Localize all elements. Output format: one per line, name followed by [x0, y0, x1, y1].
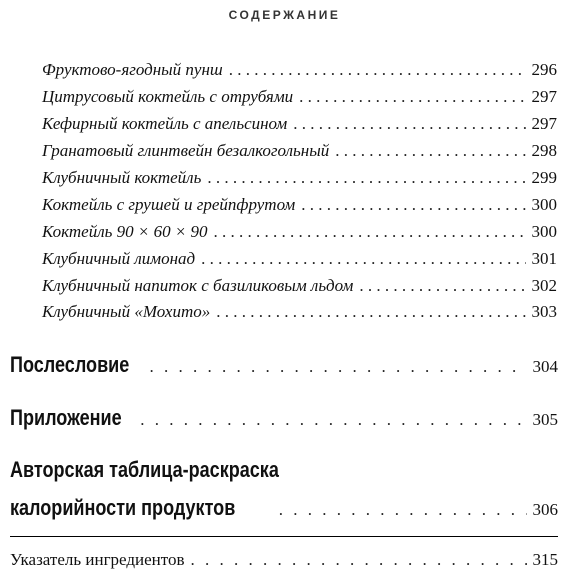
dot-leader [359, 276, 525, 296]
toc-entry-page: 299 [531, 168, 557, 187]
dot-leader [207, 168, 525, 188]
toc-chapter-page: 304 [532, 357, 558, 376]
dot-leader [140, 410, 526, 430]
dot-leader [301, 195, 525, 215]
dot-leader [293, 114, 525, 134]
dot-leader [299, 87, 525, 107]
toc-entry[interactable] [42, 141, 557, 161]
toc-entry[interactable] [42, 168, 557, 188]
toc-chapter-page: 306 [532, 500, 558, 519]
toc-entry[interactable] [42, 195, 557, 215]
toc-entry[interactable] [42, 114, 557, 134]
toc-entry-page: 300 [531, 222, 557, 241]
section-divider [10, 536, 558, 537]
toc-entry-page: 301 [531, 249, 557, 268]
toc-entry-title: Клубничный напиток с базиликовым льдом [42, 276, 354, 295]
toc-entry[interactable] [42, 276, 557, 296]
toc-entry-title: Указатель ингредиентов [10, 550, 185, 569]
toc-chapter-title: Приложение [10, 405, 122, 430]
toc-entry-title: Гранатовый глинтвейн безалкогольный [42, 141, 330, 160]
toc-entry-title: Коктейль 90 × 60 × 90 [42, 222, 208, 241]
toc-entry-title: Клубничный лимонад [42, 249, 196, 268]
toc-entry-title: Клубничный «Мохито» [42, 302, 211, 321]
toc-entry-page: 298 [531, 141, 557, 160]
toc-chapter-title: Послесловие [10, 352, 130, 377]
toc-chapter-title-line1[interactable]: Авторская таблица-раскраска [10, 457, 279, 482]
toc-chapter-appendix[interactable] [10, 405, 558, 431]
toc-entry[interactable] [42, 302, 557, 322]
dot-leader [149, 357, 526, 377]
toc-entry-title: Кефирный коктейль с апельсином [42, 114, 288, 133]
toc-entry-title: Фруктово-ягодный пунш [42, 60, 223, 79]
toc-entry-page: 297 [531, 114, 557, 133]
dot-leader [229, 60, 526, 80]
toc-entry-page: 297 [531, 87, 557, 106]
toc-entry[interactable] [42, 87, 557, 107]
page-header: СОДЕРЖАНИЕ [228, 8, 341, 22]
toc-chapter-page: 305 [532, 410, 558, 429]
toc-entry-index[interactable] [10, 550, 558, 570]
toc-entry-title: Цитрусовый коктейль с отрубями [42, 87, 294, 106]
toc-entry-page: 302 [531, 276, 557, 295]
toc-entry[interactable] [42, 222, 557, 242]
dot-leader [190, 550, 526, 570]
toc-chapter-title-line2: калорийности продуктов [10, 495, 236, 520]
toc-entry-page: 296 [531, 60, 557, 79]
dot-leader [335, 141, 525, 161]
dot-leader [201, 249, 525, 269]
toc-entry[interactable] [42, 249, 557, 269]
toc-entry-page: 300 [531, 195, 557, 214]
toc-entry-title: Клубничный коктейль [42, 168, 202, 187]
dot-leader [216, 302, 525, 322]
toc-entry[interactable] [42, 60, 557, 80]
dot-leader [279, 500, 527, 520]
toc-entry-page: 303 [531, 302, 557, 321]
toc-chapter-afterword[interactable] [10, 352, 558, 378]
toc-entry-title: Коктейль с грушей и грейпфрутом [42, 195, 296, 214]
toc-chapter-calorie-table[interactable] [10, 495, 558, 521]
toc-entry-page: 315 [532, 550, 558, 569]
dot-leader [214, 222, 526, 242]
